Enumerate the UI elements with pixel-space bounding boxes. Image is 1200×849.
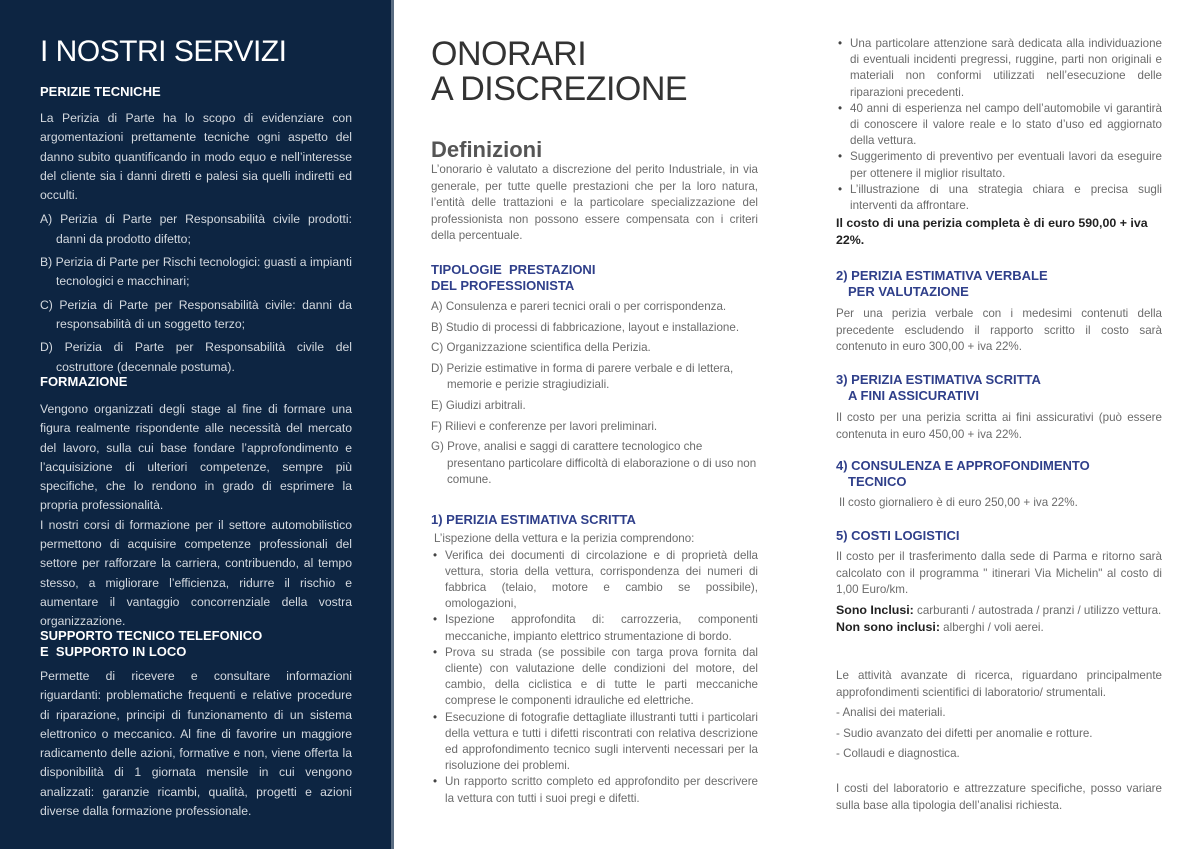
tipologie-item: E) Giudizi arbitrali. bbox=[431, 398, 526, 412]
definizioni-heading: Definizioni bbox=[431, 137, 543, 162]
formazione-paragraph: I nostri corsi di formazione per il settore automobilistico permettono di acquisire competenze professionali del settore per rafforzare la carriera, contribuendo, al tempo stesso, a migliorare l’efficienza, ridurre il rischio e aumentare il vantaggio concorrenziale della vostra organizzazione. bbox=[40, 517, 352, 629]
formazione-paragraph: Vengono organizzati degli stage al fine di formare una figura realmente rispondente alle necessità del mercato del lavoro, sulla cui base fondare l’approfondimento e l’acquisizione di ulteriori competenze, sempre più specifiche, che lo rendono in grado di esprimere la propria professionalità. bbox=[40, 402, 352, 513]
perizia1-bullet: • Ispezione approfondita di: carrozzeria, componenti meccaniche, impianto elettrico strumentazione di bordo. bbox=[431, 612, 758, 644]
perizie-intro: La Perizia di Parte ha lo scopo di evidenziare con argomentazioni prettamente tecniche ogni aspetto del danno subito quantificando in modo equo e nell’interesse del cliente sia i danni diretti e palesi sia quelli indiretti ed occulti. bbox=[40, 111, 352, 203]
ricerca-section bbox=[836, 668, 1162, 814]
costi-section bbox=[836, 528, 1162, 637]
perizia3-heading-line1: 3) PERIZIA ESTIMATIVA SCRITTA bbox=[836, 372, 1041, 387]
continued-bullet: • L’illustrazione di una strategia chiara e precisa sugli interventi da affrontare. bbox=[836, 182, 1162, 214]
perizie-item: A) Perizia di Parte per Responsabilità civile prodotti: danni da prodotto difetto; bbox=[40, 212, 352, 246]
perizia1-bullet: • Verifica dei documenti di circolazione e di proprietà della vettura, storia della vettura, corrispondenza dei numeri di fabbrica (telaio, motore e cambio se possibile), omologazioni, bbox=[431, 548, 758, 613]
perizia1-bullet: • Esecuzione di fotografie dettagliate illustranti tutti i particolari della vettura e tutti i difetti riscontrati con relativa descrizione ed approfondimento tecnico sugli interventi necessari per la risoluzione dei problemi. bbox=[431, 710, 758, 775]
consulenza-heading bbox=[836, 458, 1162, 490]
tipologie-heading bbox=[431, 262, 758, 294]
costi-non-inclusi bbox=[836, 619, 1162, 637]
ricerca-item: - Analisi dei materiali. bbox=[836, 706, 946, 720]
perizie-item: C) Perizia di Parte per Responsabilità civile: danni da responsabilità di un soggetto terzo; bbox=[40, 297, 352, 331]
services-title: I NOSTRI SERVIZI bbox=[40, 35, 287, 68]
perizie-section bbox=[40, 84, 352, 377]
perizie-item: D) Perizia di Parte per Responsabilità civile del costruttore (decennale postuma). bbox=[40, 340, 352, 374]
tipologie-item: F) Rilievi e conferenze per lavori preliminari. bbox=[431, 419, 658, 433]
perizia2-section bbox=[836, 268, 1162, 356]
supporto-heading-line2: E SUPPORTO IN LOCO bbox=[40, 644, 187, 659]
costo-completo: Il costo di una perizia completa è di euro 590,00 + iva 22%. bbox=[836, 216, 1148, 247]
onorari-title bbox=[431, 37, 687, 107]
onorari-title-line1: ONORARI bbox=[431, 35, 587, 73]
tipologie-heading-line2: DEL PROFESSIONISTA bbox=[431, 278, 575, 293]
perizie-heading: PERIZIE TECNICHE bbox=[40, 84, 161, 99]
continued-bullet: • Suggerimento di preventivo per eventuali lavori da eseguire per ottenere il miglior risultato. bbox=[836, 149, 1162, 181]
inclusi-label: Sono Inclusi: bbox=[836, 602, 914, 617]
perizie-item: B) Perizia di Parte per Rischi tecnologici: guasti a impianti tecnologici e macchinari; bbox=[40, 255, 352, 289]
tipologie-item: C) Organizzazione scientifica della Perizia. bbox=[431, 341, 651, 355]
perizia1-bullet: • Un rapporto scritto completo ed approfondito per descrivere la vettura con tutti i suoi pregi e difetti. bbox=[431, 774, 758, 806]
tipologie-item: A) Consulenza e pareri tecnici orali o per corrispondenza. bbox=[431, 300, 727, 313]
perizia1-intro: L’ispezione della vettura e la perizia comprendono: bbox=[434, 532, 695, 545]
costi-inclusi bbox=[836, 602, 1162, 620]
supporto-heading bbox=[40, 628, 352, 660]
costi-body: Il costo per il trasferimento dalla sede di Parma e ritorno sarà calcolato con il programma " itinerari Via Michelin" al costo di 1,00 Euro/km. bbox=[836, 550, 1162, 597]
perizia1-bullet: • Prova su strada (se possibile con targa prova fornita dal cliente) con valutazione delle condizioni del motore, del cambio, della ciclistica e di tutte le parti meccaniche comprese le componenti idrauliche ed elettriche. bbox=[431, 645, 758, 710]
panel-edge bbox=[391, 0, 394, 849]
tipologie-item: G) Prove, analisi e saggi di carattere tecnologico che presentano particolare difficoltà di elaborazione o di uso non comune. bbox=[431, 440, 757, 487]
supporto-body: Permette di ricevere e consultare informazioni riguardanti: problematiche frequenti e relative procedure di riparazione, principi di funzionamento di un sistema elettronico o meccanico. Al fine di favorire un maggiore radicamento delle azioni, formative e non, viene offerta la disponibilità di 1 giornata mensile in cui vengono analizzati: garanzie ricambi, qualità, progetti e azioni diverse dalla formazione professionale. bbox=[40, 669, 352, 819]
non-inclusi-label: Non sono inclusi: bbox=[836, 620, 940, 635]
perizia2-body: Per una perizia verbale con i medesimi contenuti della precedente escludendo il rapporto scritto il costo sarà contenuto in euro 300,00 + iva 22%. bbox=[836, 307, 1162, 354]
perizia3-heading bbox=[836, 372, 1162, 404]
supporto-heading-line1: SUPPORTO TECNICO TELEFONICO bbox=[40, 628, 263, 643]
definizioni-section bbox=[431, 138, 758, 245]
perizia1-list bbox=[431, 548, 758, 807]
perizia3-heading-line2: A FINI ASSICURATIVI bbox=[848, 388, 979, 403]
continued-bullet: • 40 anni di esperienza nel campo dell’automobile vi garantirà di conoscere il valore reale e lo stato d’uso ed aggiornato della vettura. bbox=[836, 101, 1162, 150]
formazione-heading: FORMAZIONE bbox=[40, 374, 128, 389]
ricerca-intro: Le attività avanzate di ricerca, riguardano principalmente approfondimenti scientifici di laboratorio/ strumentali. bbox=[836, 669, 1162, 699]
inclusi-value: carburanti / autostrada / pranzi / utilizzo vettura. bbox=[913, 603, 1162, 617]
ricerca-closing: I costi del laboratorio e attrezzature specifiche, posso variare sulla base alla tipologia dell’analisi richiesta. bbox=[836, 781, 1162, 812]
continued-bullet: • Una particolare attenzione sarà dedicata alla individuazione di eventuali incidenti pregressi, ruggine, parti non originali e materiali non conformi utilizzati nell’esecuzione delle riparazioni precedenti. bbox=[836, 36, 1162, 101]
costi-heading: 5) COSTI LOGISTICI bbox=[836, 528, 960, 543]
continued-bullet-list bbox=[836, 36, 1162, 214]
onorari-title-line2: A DISCREZIONE bbox=[431, 70, 688, 108]
ricerca-item: - Collaudi e diagnostica. bbox=[836, 747, 960, 761]
consulenza-body: Il costo giornaliero è di euro 250,00 + iva 22%. bbox=[839, 496, 1078, 509]
perizia2-heading-line2: PER VALUTAZIONE bbox=[848, 284, 969, 299]
formazione-section bbox=[40, 374, 352, 632]
perizia1-heading: 1) PERIZIA ESTIMATIVA SCRITTA bbox=[431, 512, 636, 527]
tipologie-item: D) Perizie estimative in forma di parere verbale e di lettera, memorie e perizie stragiudiziali. bbox=[431, 361, 734, 392]
perizia2-heading-line1: 2) PERIZIA ESTIMATIVA VERBALE bbox=[836, 268, 1048, 283]
definizioni-body: L’onorario è valutato a discrezione del perito Industriale, in via generale, per tutte quelle prestazioni che per la loro natura, l’entità delle trattazioni e la particolare specializzazione del professionista non possono essere compensata con i criteri della percentuale. bbox=[431, 163, 758, 243]
continued-bullets-section bbox=[836, 36, 1162, 248]
consulenza-heading-line2: TECNICO bbox=[848, 474, 907, 489]
tipologie-item: B) Studio di processi di fabbricazione, layout e installazione. bbox=[431, 320, 740, 334]
perizia3-section bbox=[836, 372, 1162, 443]
perizia2-heading bbox=[836, 268, 1162, 300]
tipologie-heading-line1: TIPOLOGIE PRESTAZIONI bbox=[431, 262, 596, 277]
consulenza-section bbox=[836, 458, 1162, 512]
perizia3-body: Il costo per una perizia scritta ai fini assicurativi (può essere contenuta in euro 450,00 + iva 22%. bbox=[836, 411, 1162, 441]
perizia1-section bbox=[431, 512, 758, 807]
consulenza-heading-line1: 4) CONSULENZA E APPROFONDIMENTO bbox=[836, 458, 1090, 473]
ricerca-item: - Sudio avanzato dei difetti per anomalie e rotture. bbox=[836, 726, 1093, 740]
supporto-section bbox=[40, 628, 352, 821]
non-inclusi-value: alberghi / voli aerei. bbox=[939, 621, 1044, 635]
tipologie-section bbox=[431, 262, 758, 489]
